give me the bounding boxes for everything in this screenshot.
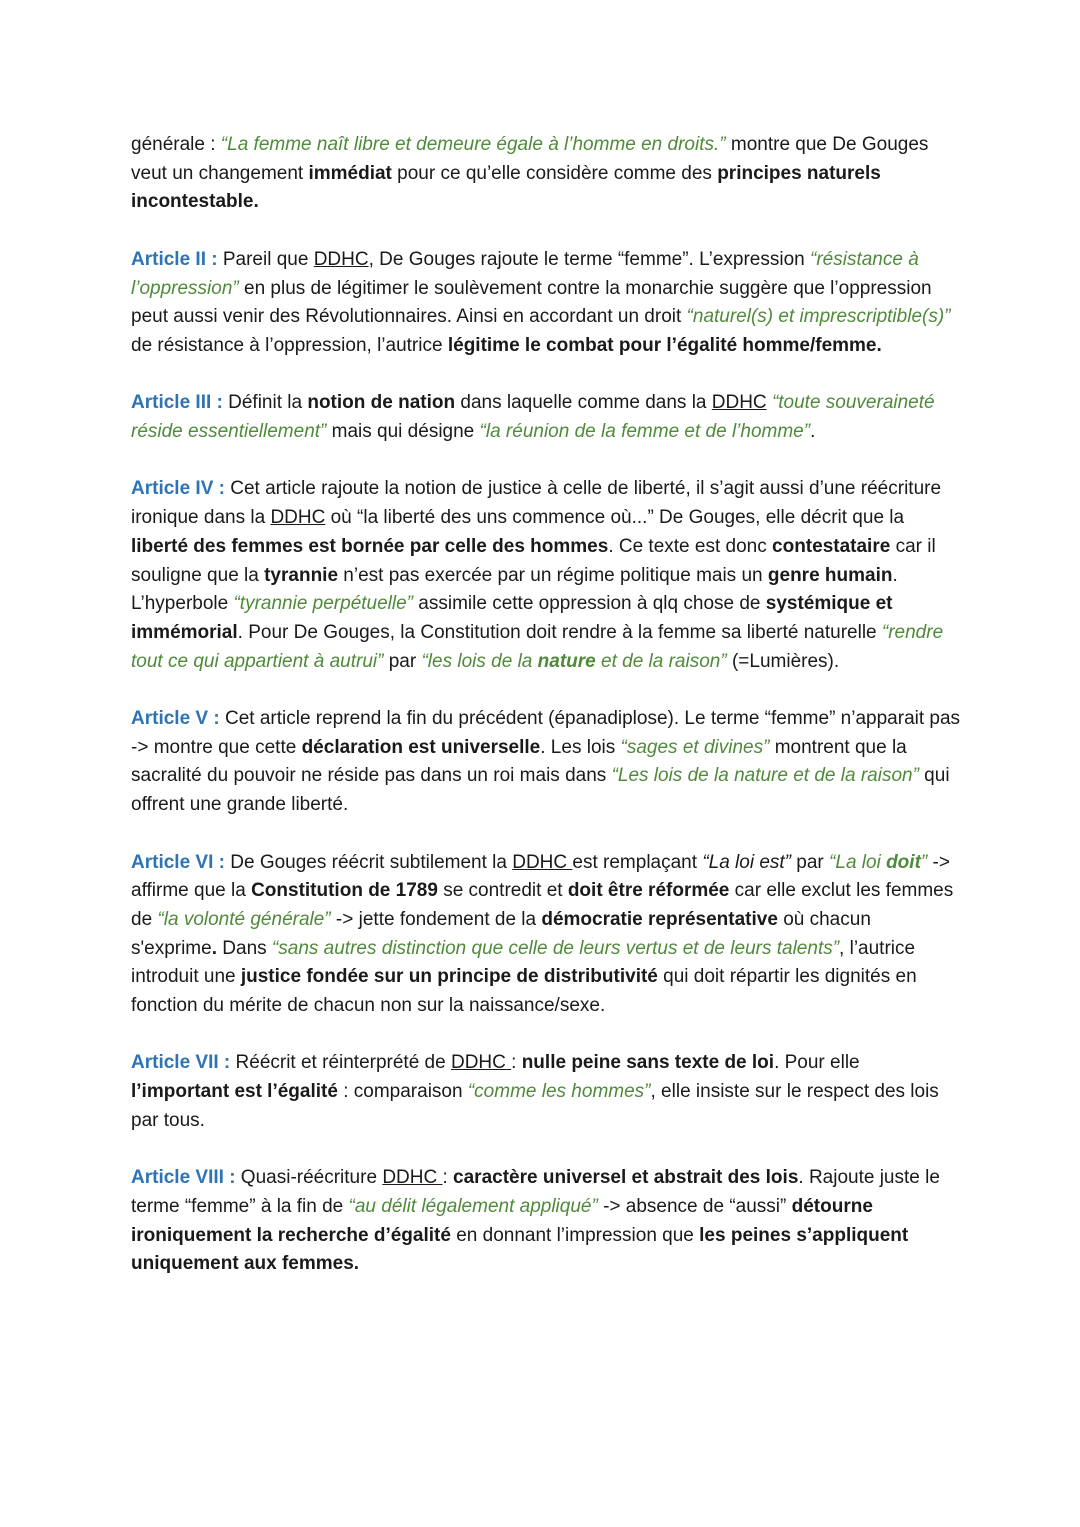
text-run: . (810, 421, 816, 442)
text-run: . Pour elle (774, 1052, 860, 1074)
text-run: -> jette fondement de la (330, 908, 542, 930)
quotation: “La femme naît libre et demeure égale à l’homme en droits.” (220, 134, 726, 155)
bold-text: systémique et immémorial (131, 593, 893, 643)
text-run: Quasi-réécriture (235, 1167, 383, 1189)
quotation: “sages et divines” (620, 736, 770, 758)
quotation: ” (920, 851, 928, 873)
quotation: “rendre tout ce qui appartient à autrui” (131, 621, 944, 672)
quotation: “toute souveraineté réside essentiellement” (131, 392, 935, 442)
bold-text: . (211, 937, 223, 959)
article-heading: Article IV : (131, 478, 225, 500)
bold-text: principes naturels incontestable. (131, 162, 881, 213)
paragraph-article-8 (131, 1164, 961, 1279)
article-heading: Article V : (131, 708, 220, 729)
bold-text: l’important est l’égalité (131, 1081, 338, 1103)
quotation: “sans autres distinction que celle de leurs vertus et de leurs talents” (271, 937, 840, 959)
article-heading: Article III : (131, 392, 223, 414)
bold-text: démocratie représentative (541, 908, 778, 930)
text-run: en plus de légitimer le soulèvement contre la monarchie suggère que l’oppression peut aussi venir des Révolutionnaires. Ainsi en accordant un droit (131, 277, 932, 328)
text-run: . Les lois (540, 736, 621, 758)
paragraph-article-3 (131, 389, 961, 446)
bold-text: doit être réformée (567, 880, 730, 902)
text-run: est remplaçant (572, 851, 703, 873)
text-run: où “la liberté des uns commence où...” De Gouges, elle décrit que la (325, 507, 905, 529)
bold-text: tyrannie (264, 564, 339, 586)
bold-text: légitime le combat pour l’égalité homme/femme. (447, 334, 882, 356)
text-run: car elle exclut les femmes de (131, 880, 954, 930)
text-run: montrent que la sacralité du pouvoir ne réside pas dans un roi mais dans (131, 736, 907, 787)
text-run: pour ce qu’elle considère comme des (391, 162, 718, 184)
quotation: “résistance à l’oppression” (131, 248, 919, 299)
ddhc-reference: DDHC (270, 507, 326, 529)
ddhc-reference: DDHC (711, 392, 767, 414)
text-run: générale : (131, 134, 221, 155)
text-run: par (383, 650, 422, 672)
paragraph-article-6 (131, 849, 961, 1021)
bold-text: justice fondée sur un principe de distributivité (240, 966, 658, 988)
ddhc-reference: DDHC (313, 248, 369, 270)
bold-text: caractère universel et abstrait des lois (453, 1167, 799, 1189)
text-run: De Gouges réécrit subtilement la (224, 851, 513, 873)
bold-text: liberté des femmes est bornée par celle des hommes (131, 535, 609, 557)
text-run: Cet article reprend la fin du précédent (épanadiplose). Le terme “femme” n’apparait pas -> montre que cette (131, 708, 961, 758)
text-run: par (791, 851, 830, 873)
article-heading: Article VIII : (131, 1167, 236, 1189)
ddhc-reference: DDHC (512, 851, 573, 873)
text-run: Pareil que (217, 248, 314, 270)
ddhc-reference: DDHC (382, 1167, 443, 1189)
text-run: : (511, 1052, 522, 1074)
quotation: “au délit légalement appliqué” (348, 1195, 598, 1217)
text-run: Cet article rajoute la notion de justice à celle de liberté, il s’agit aussi d’une réécriture ironique dans la (131, 478, 942, 529)
paragraph-article-4 (131, 475, 961, 676)
paragraph-article-2 (131, 246, 961, 361)
article-heading: Article VI : (131, 851, 225, 873)
text-run: : (442, 1167, 454, 1189)
text-run: : comparaison (337, 1081, 468, 1103)
text-run: montre que De Gouges veut un changement (131, 134, 929, 184)
quotation-plain: “La loi est” (702, 851, 792, 873)
text-run: où chacun s'exprime (131, 908, 871, 959)
text-run: car il souligne que la (131, 535, 936, 586)
quotation-bold: doit (886, 851, 921, 873)
paragraph-intro (131, 131, 961, 217)
text-run: qui offrent une grande liberté. (131, 765, 950, 816)
text-run: -> affirme que la (131, 851, 950, 902)
bold-text: déclaration est universelle (301, 736, 541, 758)
text-run: n’est pas exercée par un régime politique mais un (338, 564, 768, 586)
article-heading: Article VII : (131, 1052, 231, 1074)
text-run: Dans (222, 937, 272, 959)
paragraph-article-5 (131, 705, 961, 820)
document-page (131, 131, 961, 1308)
text-run: Définit la (222, 392, 308, 414)
bold-text: immédiat (308, 162, 392, 184)
quotation-bold: nature (537, 650, 596, 672)
quotation: “les lois de la (421, 650, 538, 672)
text-run: -> absence de “aussi” (597, 1195, 792, 1217)
text-run: mais qui désigne (326, 421, 480, 442)
quotation: “tyrannie perpétuelle” (233, 593, 414, 615)
quotation: et de la raison” (595, 650, 727, 672)
bold-text: les peines s’appliquent uniquement aux femmes. (131, 1224, 909, 1275)
bold-text: nulle peine sans texte de loi (521, 1052, 775, 1074)
quotation: “la volonté générale” (157, 908, 331, 930)
text-run: en donnant l’impression que (450, 1224, 700, 1246)
text-run: dans laquelle comme dans la (455, 392, 712, 414)
text-run: qui doit répartir les dignités en fonction du mérite de chacun non sur la naissance/sexe. (131, 966, 917, 1017)
bold-text: détourne ironiquement la recherche d’égalité (131, 1195, 873, 1246)
text-run: assimile cette oppression à qlq chose de (413, 593, 766, 615)
text-run: , elle insiste sur le respect des lois par tous. (131, 1081, 939, 1131)
text-run: se contredit et (437, 880, 568, 902)
bold-text: Constitution de 1789 (251, 880, 438, 902)
text-run: de résistance à l’oppression, l’autrice (131, 334, 448, 356)
text-run: . Ce texte est donc (608, 535, 773, 557)
quotation: “comme les hommes” (467, 1081, 651, 1103)
quotation: “naturel(s) et imprescriptible(s)” (686, 306, 951, 328)
text-run: , l’autrice introduit une (131, 937, 916, 988)
text-run: Réécrit et réinterprété de (230, 1052, 451, 1074)
paragraph-article-7 (131, 1049, 961, 1135)
bold-text: genre humain (767, 564, 893, 586)
quotation: “La loi (829, 851, 887, 873)
text-run: , De Gouges rajoute le terme “femme”. L’expression (368, 248, 811, 270)
text-run: . Pour De Gouges, la Constitution doit rendre à la femme sa liberté naturelle (237, 621, 882, 643)
text-run: (=Lumières). (726, 650, 840, 672)
quotation: “Les lois de la nature et de la raison” (611, 765, 919, 787)
article-heading: Article II : (131, 248, 218, 270)
ddhc-reference: DDHC (450, 1052, 512, 1074)
quotation: “la réunion de la femme et de l’homme” (479, 421, 811, 442)
text-run: . L’hyperbole (131, 564, 898, 615)
text-run: . Rajoute juste le terme “femme” à la fin de (131, 1167, 940, 1217)
bold-text: contestataire (772, 535, 891, 557)
bold-text: notion de nation (307, 392, 456, 414)
